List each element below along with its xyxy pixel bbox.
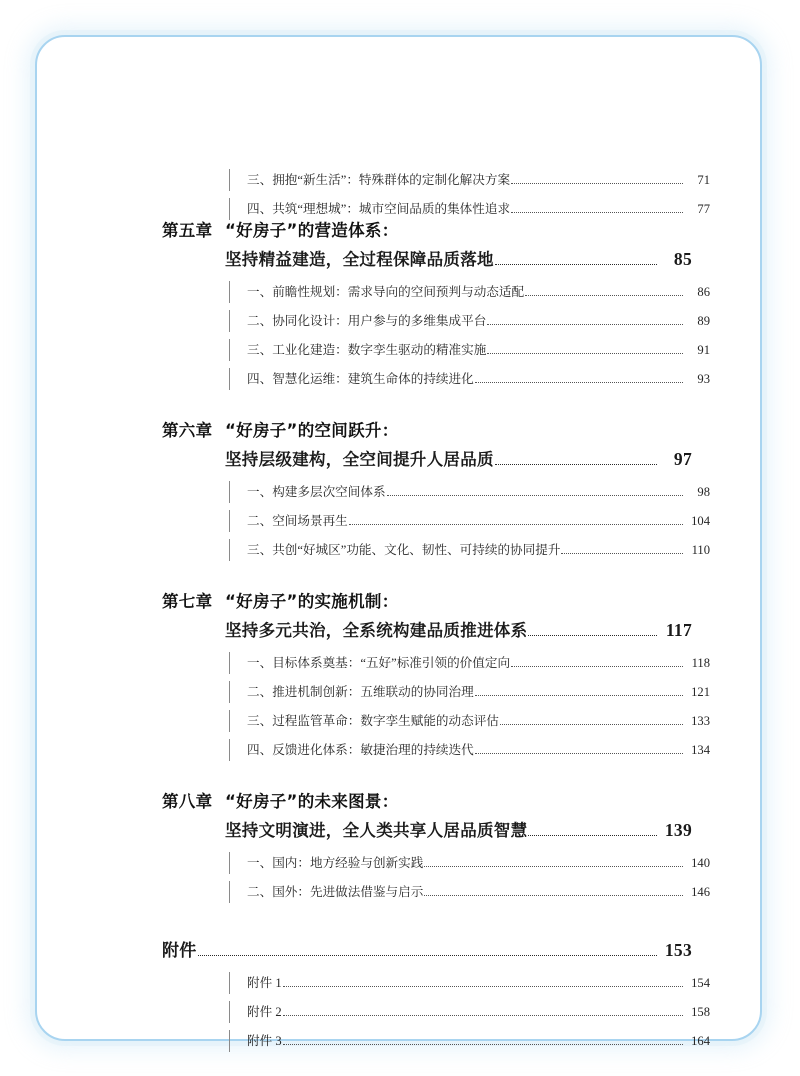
toc-subitem[interactable] [229,972,710,991]
toc-subitem-page-number: 89 [697,314,710,328]
toc-subitem[interactable] [229,881,710,900]
toc-subitem[interactable] [229,1030,710,1049]
toc-subitem[interactable] [229,510,710,529]
toc-subitem-page-number: 93 [697,372,710,386]
toc-subitem[interactable] [229,739,710,758]
dot-leader [487,324,683,325]
toc-subitem-label: 二、协同化设计：用户参与的多维集成平台 [247,314,487,328]
toc-subitem[interactable] [229,368,710,387]
toc-subitem-label: 附件 3 [247,1034,282,1048]
toc-subitem-label: 二、空间场景再生 [247,514,348,528]
appendix-subitem-list [162,972,710,1049]
chapter-title-row[interactable] [225,446,692,470]
toc-subitem[interactable] [229,481,710,500]
chapter-title-line-1: “好房子”的实施机制： [225,592,399,611]
dot-leader [511,666,683,667]
toc-subitem-page-number: 121 [691,685,710,699]
dot-leader [424,866,683,867]
chapter-heading-line-2 [162,817,692,841]
dot-leader [475,382,683,383]
toc-subitem[interactable] [229,652,710,671]
dot-leader [495,464,657,465]
toc-subitem[interactable] [229,339,710,358]
toc-subitem-page-number: 140 [691,856,710,870]
chapter-title-row-page-number: 139 [664,820,692,840]
dot-leader [475,753,683,754]
toc-subitem[interactable] [229,198,710,217]
toc-subitem-page-number: 86 [697,285,710,299]
chapter-block [162,217,710,387]
appendix-title-row-page-number: 153 [664,940,692,960]
chapter-title-row-label: 坚持多元共治，全系统构建品质推进体系 [225,621,528,640]
chapter-heading-line-2 [162,246,692,270]
toc-subitem-page-number: 134 [691,743,710,757]
toc-subitem-label: 四、智慧化运维：建筑生命体的持续进化 [247,372,474,386]
chapter-title-line-1: “好房子”的空间跃升： [225,421,399,440]
toc-subitem-label: 二、推进机制创新：五维联动的协同治理 [247,685,474,699]
chapter-block [162,417,710,558]
toc-subitem-page-number: 133 [691,714,710,728]
chapter-title-row-label: 坚持层级建构，全空间提升人居品质 [225,450,494,469]
dot-leader [500,724,683,725]
chapter-heading-line-2 [162,446,692,470]
toc-subitem-page-number: 158 [691,1005,710,1019]
dot-leader [283,1015,683,1016]
dot-leader [525,295,683,296]
toc-subitem-page-number: 118 [691,656,710,670]
appendix-block [162,936,710,1049]
chapter-title-line-1: “好房子”的未来图景： [225,792,399,811]
toc-subitem[interactable] [229,281,710,300]
chapter-title-line-1: “好房子”的营造体系： [225,221,399,240]
dot-leader [198,955,657,956]
dot-leader [528,835,657,836]
chapter-title-row[interactable] [225,817,692,841]
toc-subitem-label: 附件 2 [247,1005,282,1019]
toc-subitem-label: 一、国内：地方经验与创新实践 [247,856,424,870]
dot-leader [475,695,683,696]
dot-leader [283,986,683,987]
chapter-heading-line-2 [162,617,692,641]
chapter-subitem-list [162,281,710,387]
dot-leader [387,495,683,496]
toc-subitem-label: 三、共创“好城区”功能、文化、韧性、可持续的协同提升 [247,543,561,557]
toc-subitem-label: 四、共筑“理想城”：城市空间品质的集体性追求 [247,202,511,216]
toc-subitem[interactable] [229,852,710,871]
toc-subitem-page-number: 91 [697,343,710,357]
toc-subitem-page-number: 146 [691,885,710,899]
toc-subitem[interactable] [229,539,710,558]
dot-leader [283,1044,683,1045]
toc-subitem-label: 二、国外：先进做法借鉴与启示 [247,885,424,899]
chapter-heading-line-1[interactable] [162,217,692,241]
dot-leader [424,895,683,896]
page-frame [35,35,762,1048]
toc-subitem[interactable] [229,1001,710,1020]
appendix-title-row[interactable] [162,936,692,961]
chapter-title-row[interactable] [225,617,692,641]
chapter-title-row[interactable] [225,246,692,270]
chapter-number: 第八章 [162,792,213,811]
chapter-number: 第六章 [162,421,213,440]
toc-subitem-label: 三、工业化建造：数字孪生驱动的精准实施 [247,343,487,357]
dot-leader [511,183,683,184]
toc-subitem[interactable] [229,710,710,729]
chapter-block [162,788,710,900]
chapter-number: 第五章 [162,221,213,240]
chapter-subitem-list [162,852,710,900]
chapter-title-row-label: 坚持文明演进，全人类共享人居品质智慧 [225,821,528,840]
appendix-heading [162,936,692,961]
orphan-subitem-list-inner [229,169,710,217]
toc-subitem-page-number: 154 [691,976,710,990]
chapter-block [162,588,710,758]
chapter-heading-line-1[interactable] [162,788,692,812]
toc-subitem-page-number: 164 [691,1034,710,1048]
toc-subitem-label: 附件 1 [247,976,282,990]
chapter-title-row-page-number: 97 [673,449,692,469]
chapter-title-row-page-number: 85 [673,249,692,269]
dot-leader [511,212,683,213]
toc-subitem[interactable] [229,169,710,188]
dot-leader [561,553,683,554]
chapter-heading-line-1[interactable] [162,417,692,441]
dot-leader [528,635,657,636]
chapter-subitem-list [162,481,710,558]
appendix-title-row-label: 附件 [162,941,197,961]
chapter-number: 第七章 [162,592,213,611]
toc-subitem-label: 四、反馈进化体系：敏捷治理的持续迭代 [247,743,474,757]
dot-leader [349,524,683,525]
dot-leader [495,264,657,265]
toc-subitem-page-number: 77 [697,202,710,216]
chapter-title-row-label: 坚持精益建造，全过程保障品质落地 [225,250,494,269]
chapter-heading-line-1[interactable] [162,588,692,612]
chapter-title-row-page-number: 117 [665,620,692,640]
toc-subitem-label: 一、前瞻性规划：需求导向的空间预判与动态适配 [247,285,525,299]
table-of-contents [162,169,710,1049]
toc-subitem-page-number: 98 [697,485,710,499]
dot-leader [487,353,683,354]
toc-subitem-label: 三、拥抱“新生活”：特殊群体的定制化解决方案 [247,173,511,187]
toc-subitem[interactable] [229,310,710,329]
toc-subitem-label: 三、过程监管革命：数字孪生赋能的动态评估 [247,714,499,728]
toc-subitem[interactable] [229,681,710,700]
chapter-list [162,217,710,900]
toc-subitem-page-number: 110 [691,543,710,557]
chapter-subitem-list [162,652,710,758]
toc-subitem-label: 一、构建多层次空间体系 [247,485,386,499]
orphan-subitem-list [162,169,710,217]
toc-subitem-page-number: 104 [691,514,710,528]
toc-subitem-page-number: 71 [697,173,710,187]
toc-subitem-label: 一、目标体系奠基：“五好”标准引领的价值定向 [247,656,511,670]
